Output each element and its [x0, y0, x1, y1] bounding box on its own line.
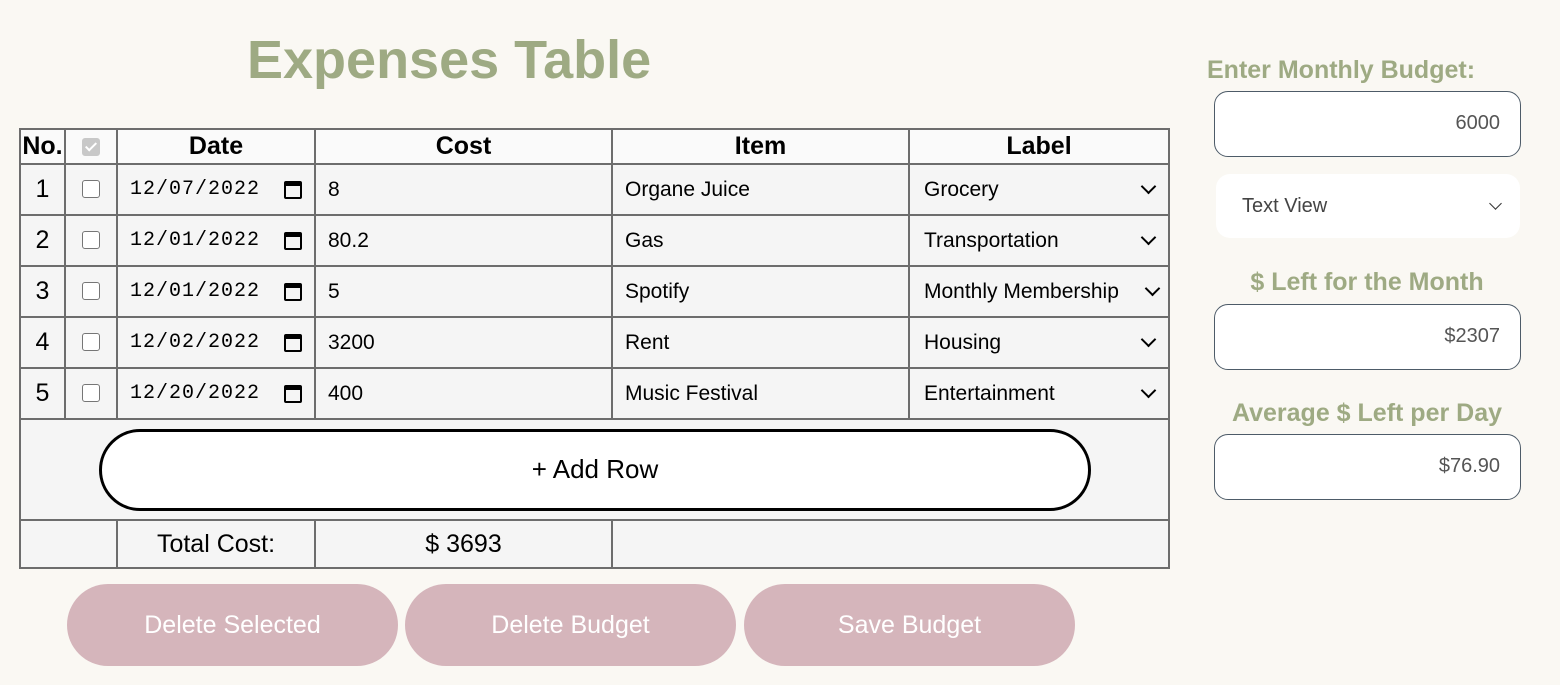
label-select[interactable] — [909, 164, 1169, 215]
select-all-checkbox[interactable] — [82, 138, 100, 156]
row-select[interactable] — [65, 317, 117, 368]
cost-value: 80.2 — [328, 228, 369, 252]
total-row — [20, 520, 1169, 568]
calendar-icon[interactable] — [284, 385, 302, 403]
add-row-row — [20, 419, 1169, 520]
date-value: 12/01/2022 — [130, 229, 261, 252]
label-select[interactable] — [909, 215, 1169, 266]
chevron-down-icon — [1141, 332, 1157, 348]
cost-value: 8 — [328, 177, 340, 201]
label-value: Transportation — [924, 228, 1059, 252]
row-checkbox[interactable] — [82, 384, 100, 402]
cost-input[interactable] — [315, 164, 612, 215]
table-row — [20, 164, 1169, 215]
left-month-label: $ Left for the Month — [1250, 268, 1484, 296]
cost-value: 3200 — [328, 330, 375, 354]
item-input[interactable] — [612, 266, 909, 317]
date-value: 12/02/2022 — [130, 331, 261, 354]
page-title: Expenses Table — [247, 30, 652, 90]
row-checkbox[interactable] — [82, 180, 100, 198]
header-cost: Cost — [315, 129, 612, 164]
table-row — [20, 266, 1169, 317]
cost-input[interactable] — [315, 368, 612, 419]
date-value: 12/20/2022 — [130, 382, 261, 405]
table-row — [20, 317, 1169, 368]
add-row-cell — [20, 419, 1169, 520]
row-select[interactable] — [65, 164, 117, 215]
date-value: 12/01/2022 — [130, 280, 261, 303]
header-select-all[interactable] — [65, 129, 117, 164]
calendar-icon[interactable] — [284, 232, 302, 250]
row-number: 3 — [20, 266, 65, 317]
item-value: Gas — [625, 228, 664, 252]
date-input[interactable] — [117, 317, 315, 368]
table-header-row — [20, 129, 1169, 164]
label-value: Monthly Membership — [924, 279, 1119, 303]
budget-label: Enter Monthly Budget: — [1207, 56, 1476, 84]
row-number: 1 — [20, 164, 65, 215]
total-label: Total Cost: — [117, 520, 315, 568]
avg-left-output: $76.90 — [1214, 434, 1521, 500]
calendar-icon[interactable] — [284, 181, 302, 199]
table-row — [20, 215, 1169, 266]
label-value: Housing — [924, 330, 1002, 354]
item-input[interactable] — [612, 164, 909, 215]
view-select-value: Text View — [1242, 194, 1328, 217]
chevron-down-icon — [1141, 383, 1157, 399]
header-item: Item — [612, 129, 909, 164]
label-value: Entertainment — [924, 381, 1055, 405]
add-row-button[interactable]: + Add Row — [99, 429, 1091, 511]
table-row — [20, 368, 1169, 419]
row-number: 5 — [20, 368, 65, 419]
item-value: Organe Juice — [625, 177, 750, 201]
header-date: Date — [117, 129, 315, 164]
item-value: Music Festival — [625, 381, 759, 405]
row-number: 4 — [20, 317, 65, 368]
row-select[interactable] — [65, 368, 117, 419]
date-value: 12/07/2022 — [130, 178, 261, 201]
header-label: Label — [909, 129, 1169, 164]
left-month-output: $2307 — [1214, 304, 1521, 370]
item-value: Rent — [625, 330, 670, 354]
chevron-down-icon — [1141, 230, 1157, 246]
item-input[interactable] — [612, 317, 909, 368]
chevron-down-icon — [1489, 197, 1502, 210]
budget-input[interactable]: 6000 — [1214, 91, 1521, 157]
view-select[interactable] — [1216, 174, 1520, 238]
avg-left-label: Average $ Left per Day — [1231, 399, 1503, 427]
label-select[interactable] — [909, 368, 1169, 419]
total-value: $ 3693 — [315, 520, 612, 568]
chevron-down-icon — [1145, 281, 1161, 297]
date-input[interactable] — [117, 368, 315, 419]
row-checkbox[interactable] — [82, 333, 100, 351]
row-select[interactable] — [65, 215, 117, 266]
save-budget-button[interactable]: Save Budget — [744, 584, 1075, 666]
row-checkbox[interactable] — [82, 231, 100, 249]
delete-budget-button[interactable]: Delete Budget — [405, 584, 736, 666]
cost-value: 400 — [328, 381, 364, 405]
chevron-down-icon — [1141, 179, 1157, 195]
row-checkbox[interactable] — [82, 282, 100, 300]
row-select[interactable] — [65, 266, 117, 317]
date-input[interactable] — [117, 164, 315, 215]
date-input[interactable] — [117, 266, 315, 317]
label-value: Grocery — [924, 177, 999, 201]
header-no: No. — [20, 129, 65, 164]
row-number: 2 — [20, 215, 65, 266]
date-input[interactable] — [117, 215, 315, 266]
cost-value: 5 — [328, 279, 340, 303]
cost-input[interactable] — [315, 215, 612, 266]
expenses-table — [19, 128, 1170, 569]
calendar-icon[interactable] — [284, 283, 302, 301]
item-input[interactable] — [612, 368, 909, 419]
label-select[interactable] — [909, 317, 1169, 368]
item-value: Spotify — [625, 279, 690, 303]
cost-input[interactable] — [315, 317, 612, 368]
delete-selected-button[interactable]: Delete Selected — [67, 584, 398, 666]
total-empty — [612, 520, 1169, 568]
item-input[interactable] — [612, 215, 909, 266]
label-select[interactable] — [909, 266, 1169, 317]
calendar-icon[interactable] — [284, 334, 302, 352]
cost-input[interactable] — [315, 266, 612, 317]
total-spacer — [20, 520, 117, 568]
